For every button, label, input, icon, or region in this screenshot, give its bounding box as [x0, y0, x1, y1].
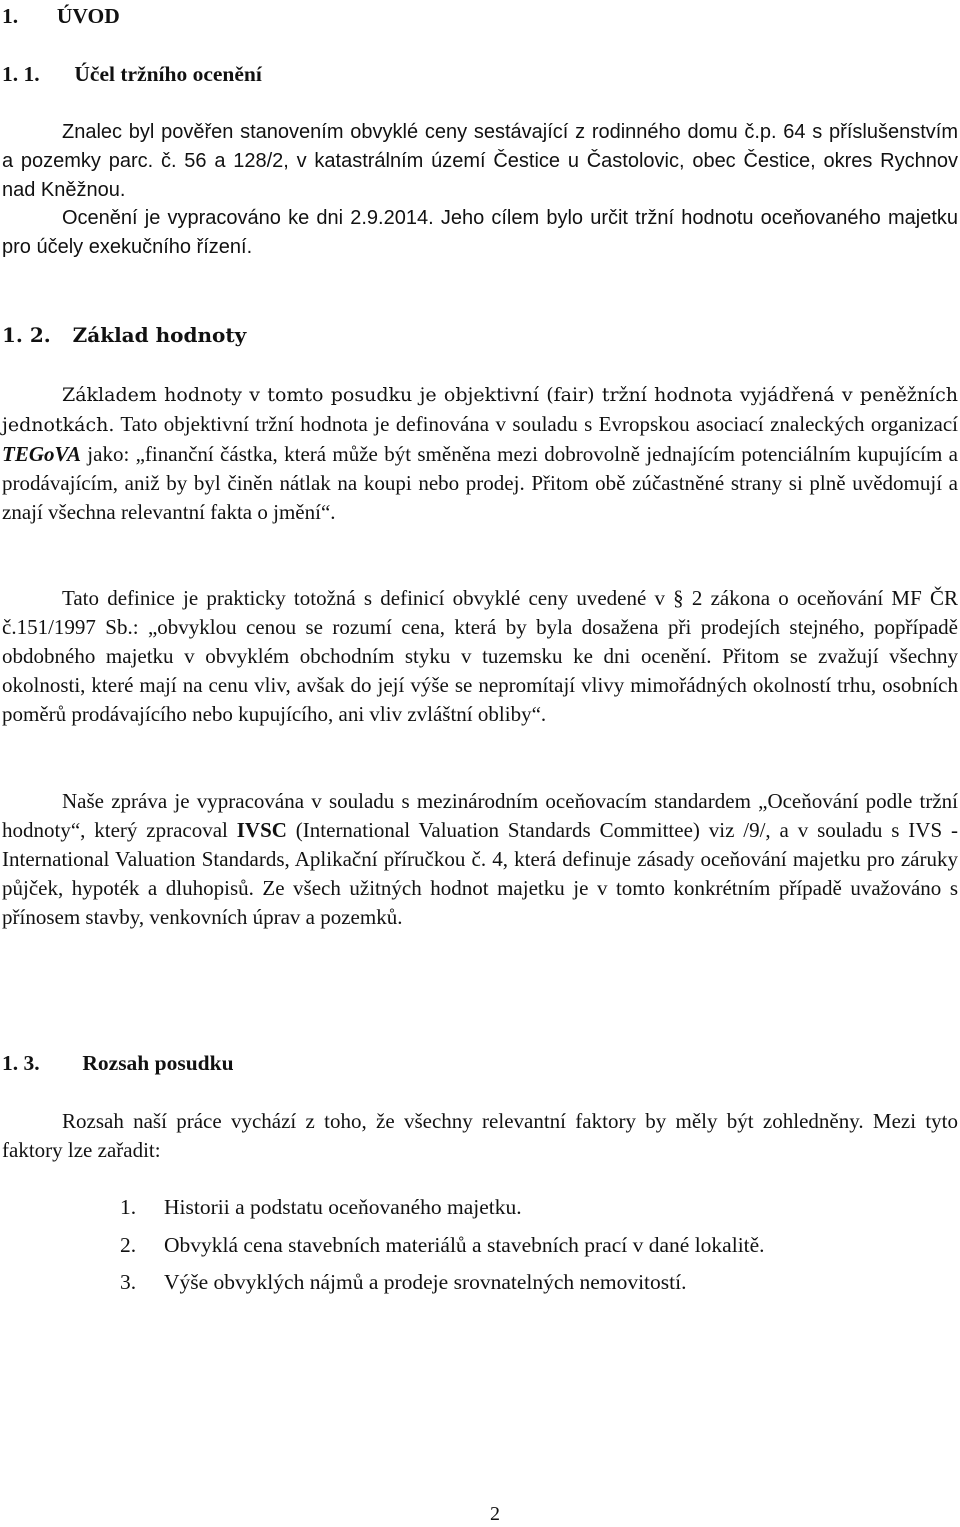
ivsc-term: IVSC — [236, 818, 287, 842]
section-number: 1. 3. — [2, 1051, 40, 1075]
paragraph-scope: Rozsah naší práce vychází z toho, že všechny relevantní faktory by měly být zohledněny. Mezi tyto faktory lze zařadit: — [2, 1109, 958, 1162]
section-heading-1-1 — [2, 62, 262, 87]
paragraph-purpose-2: Ocenění je vypracováno ke dni 2.9.2014. Jeho cílem bylo určit tržní hodnotu oceňovaného majetku pro účely exekučního řízení. — [2, 207, 958, 258]
section-title: Základ hodnoty — [72, 323, 247, 347]
chapter-title: ÚVOD — [56, 4, 120, 28]
paragraph-standard: Naše zpráva je vypracována v souladu s mezinárodním oceňovacím standardem „Oceňování podle tržní hodnoty“, který zpracoval IVSC (International Valuation Standards Committee) viz /9/, a v souladu s IVS - International Valuation Standards, Aplikační příručkou č. 4, která definuje zásady oceňování majetku pro záruky půjček, hypoték a dluhopisů. Ze všech užitných hodnot majetku je v tomto konkrétním případě uvažováno s přínosem stavby, venkovních úprav a pozemků. — [2, 789, 958, 929]
list-item: 1. Historii a podstatu oceňovaného majetku. — [120, 1195, 522, 1219]
section-title: Rozsah posudku — [82, 1051, 234, 1075]
page-number: 2 — [490, 1503, 500, 1525]
paragraph-value-basis: Základem hodnoty v tomto posudku je objektivní (fair) tržní hodnota vyjádřená v peněžních jednotkách. Tato objektivní tržní hodnota je definována v souladu s Evropskou asociací znaleckých organizací TEGoVA jako: „finanční částka, která může být směněna mezi dobrovolně jednajícím potenciálním kupujícím a prodávajícím, aniž by byl činěn nátlak na koupi nebo prodej. Přitom obě zúčastněné strany si plně uvědomují a znají všechna relevantní fakta o jmění“. — [2, 384, 958, 524]
list-item: 2. Obvyklá cena stavebních materiálů a stavebních prací v dané lokalitě. — [120, 1233, 765, 1257]
section-title: Účel tržního ocenění — [74, 62, 262, 86]
list-item: 3. Výše obvyklých nájmů a prodeje srovnatelných nemovitostí. — [120, 1270, 687, 1294]
section-heading-1-3 — [2, 1051, 234, 1076]
paragraph-purpose-1: Znalec byl pověřen stanovením obvyklé ceny sestávající z rodinného domu č.p. 64 s příslušenstvím a pozemky parc. č. 56 a 128/2, v katastrálním území Čestice u Častolovic, obec Čestice, okres Rychnov nad Kněžnou. — [2, 121, 958, 201]
section-number: 1. 2. — [2, 323, 51, 347]
chapter-number: 1. — [2, 4, 19, 28]
paragraph-definition: Tato definice je prakticky totožná s definicí obvyklé ceny uvedené v § 2 zákona o oceňování MF ČR č.151/1997 Sb.: „obvyklou cenou se rozumí cena, která by byla dosažena při prodejích stejného, popřípadě obdobného majetku v obvyklém obchodním styku v tuzemsku ke dni ocenění. Přitom se zvažují všechny okolnosti, které mají na cenu vliv, avšak do její výše se nepromítají vlivy mimořádných okolností trhu, osobních poměrů prodávajícího nebo kupujícího, ani vliv zvláštní obliby“. — [2, 586, 958, 726]
tegova-term: TEGoVA — [2, 442, 81, 466]
chapter-heading — [2, 4, 120, 29]
section-number: 1. 1. — [2, 62, 40, 86]
section-heading-1-2 — [2, 323, 246, 347]
